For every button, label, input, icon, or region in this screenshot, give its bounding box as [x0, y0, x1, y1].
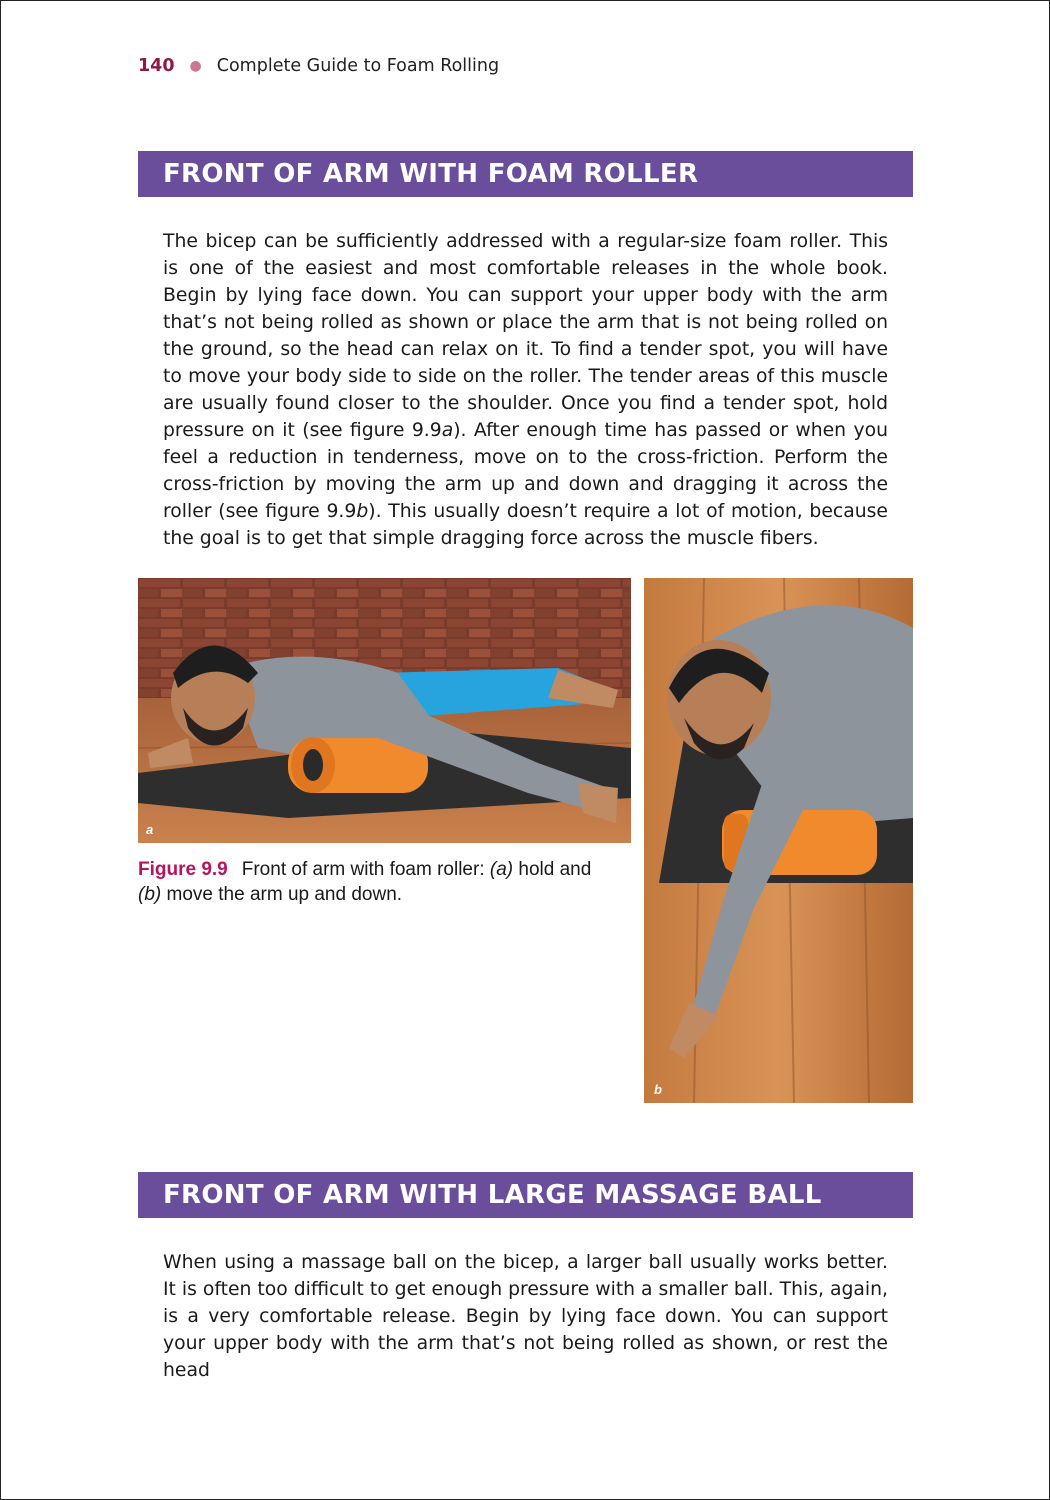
- caption-text: move the arm up and down.: [166, 884, 403, 905]
- section-body-foam-roller: [163, 228, 888, 552]
- page-number: 140: [138, 56, 175, 76]
- photo-a-illustration: [138, 578, 631, 843]
- figure-ref-b: b: [356, 501, 369, 522]
- book-title: Complete Guide to Foam Rolling: [216, 56, 500, 76]
- body-paragraph: [163, 228, 888, 552]
- caption-marker-b: (b): [138, 884, 162, 905]
- panel-label-a: a: [146, 822, 154, 837]
- section-body-massage-ball: [163, 1249, 888, 1384]
- caption-text: hold and: [518, 859, 592, 880]
- running-head: [138, 56, 499, 76]
- figure-ref-a: a: [441, 420, 454, 441]
- panel-label-b: b: [654, 1082, 662, 1097]
- body-text-part: ). This usually doesn’t require a lot of motion, because the goal is to get that simple dragging force across the muscle fibers.: [163, 501, 888, 549]
- body-text-part: ). After enough time has passed or when you feel a reduction in tenderness, move on to the cross-friction. Perform the cross-friction by moving the arm up and down and dragging it across the roller (see figure 9.9: [163, 420, 888, 522]
- section-heading-foam-roller: FRONT OF ARM WITH FOAM ROLLER: [138, 151, 913, 197]
- caption-text: Front of arm with foam roller:: [241, 859, 485, 880]
- bullet-icon: ●: [189, 58, 202, 74]
- figure-caption: [138, 857, 618, 907]
- body-text-part: The bicep can be sufficiently addressed with a regular-size foam roller. This is one of the easiest and most comfortable releases in the whole book. Begin by lying face down. You can support your upper body with the arm that’s not being rolled as shown or place the arm that is not being rolled on the ground, so the head can relax on it. To find a tender spot, you will have to move your body side to side on the roller. The tender areas of this muscle are usually found closer to the shoulder. Once you find a tender spot, hold pressure on it (see figure 9.9: [163, 231, 888, 441]
- photo-a: [138, 578, 631, 843]
- photo-b-illustration: [644, 578, 913, 1103]
- body-paragraph: When using a massage ball on the bicep, a larger ball usually works better. It is often too difficult to get enough pressure with a smaller ball. This, again, is a very comfortable release. Begin by lying face down. You can support your upper body with the arm that’s not being rolled as shown, or rest the head: [163, 1252, 888, 1381]
- figure-label: Figure 9.9: [138, 859, 228, 880]
- section-heading-massage-ball: FRONT OF ARM WITH LARGE MASSAGE BALL: [138, 1172, 913, 1218]
- photo-b: [644, 578, 913, 1103]
- caption-marker-a: (a): [489, 859, 514, 880]
